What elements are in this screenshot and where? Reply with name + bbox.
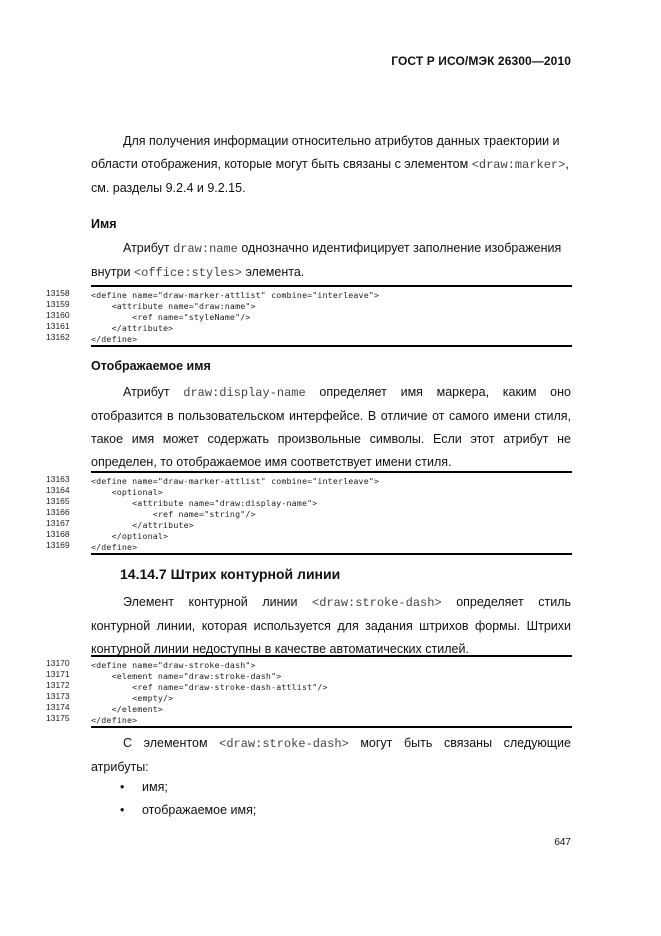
code-text: </attribute> <box>91 323 174 333</box>
intro-line-1 <box>91 130 571 153</box>
heading-stroke-dash: 14.14.7 Штрих контурной линии <box>120 566 341 582</box>
code-line <box>46 474 572 486</box>
line-number: 13160 <box>46 310 70 320</box>
office-styles-code: <office:styles> <box>133 266 242 280</box>
stroke-line-2: контурной линии, которая используется для задания штрихов формы. Штрихи <box>91 619 571 633</box>
display-line-1 <box>91 381 571 405</box>
stroke-line-1 <box>91 591 571 615</box>
intro-line-3: см. разделы 9.2.4 и 9.2.15. <box>91 181 246 195</box>
line-number: 13172 <box>46 680 70 690</box>
line-number: 13169 <box>46 540 70 550</box>
bullet-dot: • <box>120 780 125 794</box>
code-line <box>46 540 572 552</box>
code-line <box>46 507 572 519</box>
code-line <box>46 658 572 670</box>
stroke-line-1-text: Элемент контурной линии <box>123 595 313 609</box>
attrs-line-1 <box>91 732 571 756</box>
display-name-paragraph <box>91 381 571 474</box>
attrs-line-2: атрибуты: <box>91 760 149 774</box>
heading-name: Имя <box>91 217 117 231</box>
name-line-2-text: внутри <box>91 265 134 279</box>
code-text: </define> <box>91 334 138 344</box>
code-text: <define name="draw-stroke-dash"> <box>91 660 256 670</box>
line-number: 13174 <box>46 702 70 712</box>
code-text: <ref name="string"/> <box>91 509 256 519</box>
line-number: 13158 <box>46 288 70 298</box>
intro-line-2-end: , <box>565 157 569 171</box>
code-line <box>46 288 572 300</box>
line-number: 13171 <box>46 669 70 679</box>
code-text: </optional> <box>91 531 169 541</box>
name-line-1 <box>91 237 571 261</box>
intro-line-2-text: области отображения, которые могут быть связаны с элементом <box>91 157 472 171</box>
attributes-paragraph <box>91 732 571 779</box>
code-text: </attribute> <box>91 520 194 530</box>
bullet-item <box>120 799 256 822</box>
line-number: 13165 <box>46 496 70 506</box>
code-text: </element> <box>91 704 164 714</box>
line-number: 13173 <box>46 691 70 701</box>
intro-line-2 <box>91 153 571 177</box>
line-number: 13168 <box>46 529 70 539</box>
code-block-1 <box>46 285 572 347</box>
stroke-line-3: контурной линии недоступны в качестве автоматических стилей. <box>91 642 469 656</box>
document-header: ГОСТ Р ИСО/МЭК 26300—2010 <box>391 54 571 68</box>
code-line <box>46 332 572 344</box>
intro-paragraph <box>91 130 571 200</box>
line-number: 13161 <box>46 321 70 331</box>
page-number: 647 <box>554 837 571 848</box>
attrs-line-1-end: могут быть связаны следующие <box>348 736 571 750</box>
draw-marker-code: <draw:marker> <box>471 158 566 172</box>
code-line <box>46 713 572 725</box>
attrs-line-1-text: С элементом <box>123 736 220 750</box>
code-text: <attribute name="draw:display-name"> <box>91 498 318 508</box>
code-line <box>46 321 572 333</box>
code-text: <optional> <box>91 487 164 497</box>
display-line-3: такое имя может содержать произвольные символы. Если этот атрибут не <box>91 432 571 446</box>
bullet-text-display-name: отображаемое имя; <box>142 803 257 817</box>
draw-display-name-code: draw:display-name <box>183 386 306 400</box>
line-number: 13175 <box>46 713 70 723</box>
heading-display-name: Отображаемое имя <box>91 359 211 373</box>
code-line <box>46 680 572 692</box>
code-line <box>46 310 572 322</box>
code-line <box>46 518 572 530</box>
code-text: </define> <box>91 715 138 725</box>
name-paragraph <box>91 237 571 285</box>
code-text: <ref name="styleName"/> <box>91 312 251 322</box>
code-block-3 <box>46 655 572 728</box>
bullet-text-name: имя; <box>142 780 168 794</box>
code-text: <ref name="draw-stroke-dash-attlist"/> <box>91 682 328 692</box>
draw-name-code: draw:name <box>173 242 238 256</box>
line-number: 13159 <box>46 299 70 309</box>
line-number: 13166 <box>46 507 70 517</box>
bullet-item <box>120 776 168 799</box>
line-number: 13170 <box>46 658 70 668</box>
display-line-4: определен, то отображаемое имя соответствует имени стиля. <box>91 455 452 469</box>
line-number: 13167 <box>46 518 70 528</box>
code-text: <define name="draw-marker-attlist" combine="interleave"> <box>91 476 380 486</box>
draw-stroke-dash-code-2: <draw:stroke-dash> <box>219 737 349 751</box>
display-line-2: отобразится в пользовательском интерфейсе. В отличие от самого имени стиля, <box>91 409 571 423</box>
stroke-dash-paragraph <box>91 591 571 661</box>
code-block-2 <box>46 471 572 555</box>
code-line <box>46 299 572 311</box>
line-number: 13163 <box>46 474 70 484</box>
line-number: 13162 <box>46 332 70 342</box>
code-line <box>46 702 572 714</box>
code-text: <element name="draw:stroke-dash"> <box>91 671 282 681</box>
code-line <box>46 529 572 541</box>
code-line <box>46 669 572 681</box>
draw-stroke-dash-code: <draw:stroke-dash> <box>312 596 442 610</box>
code-text: </define> <box>91 542 138 552</box>
bullet-dot: • <box>120 803 125 817</box>
code-line <box>46 496 572 508</box>
name-line-1-text: Атрибут <box>123 241 174 255</box>
intro-line-1-text: Для получения информации относительно атрибутов данных траектории и <box>123 134 560 148</box>
display-line-1-text: Атрибут <box>123 385 184 399</box>
code-text: <attribute name="draw:name"> <box>91 301 256 311</box>
name-line-2-end: элемента. <box>241 265 305 279</box>
line-number: 13164 <box>46 485 70 495</box>
display-line-1-end: определяет имя маркера, каким оно <box>305 385 571 399</box>
name-line-2 <box>91 261 571 285</box>
code-text: <define name="draw-marker-attlist" combine="interleave"> <box>91 290 380 300</box>
name-line-1-end: однозначно идентифицирует заполнение изображения <box>237 241 562 255</box>
code-line <box>46 485 572 497</box>
code-line <box>46 691 572 703</box>
code-text: <empty/> <box>91 693 174 703</box>
stroke-line-1-end: определяет стиль <box>441 595 572 609</box>
